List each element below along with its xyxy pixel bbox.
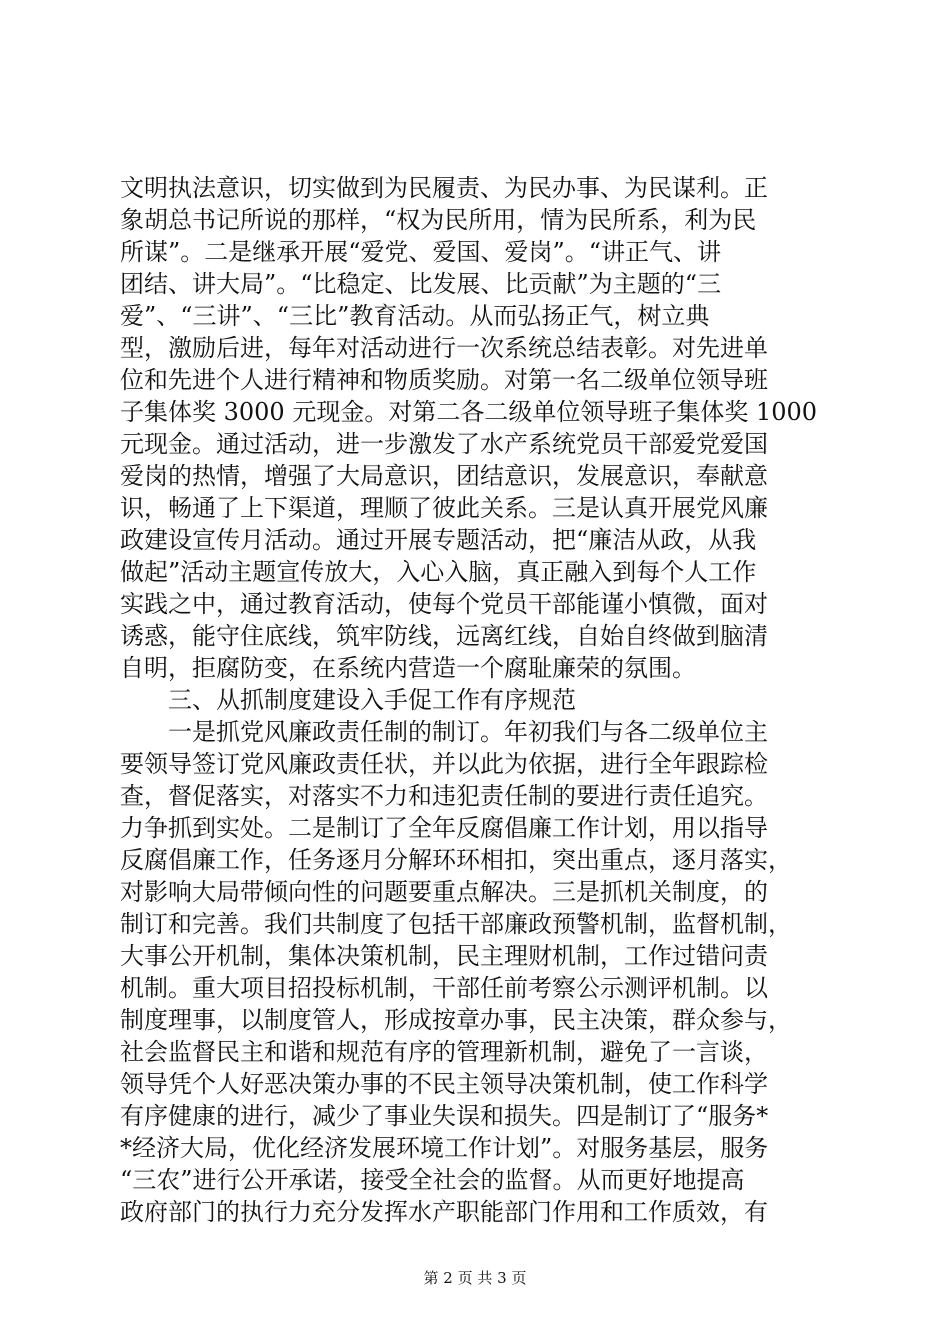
- text-line: 力争抓到实处。二是制订了全年反腐倡廉工作计划，用以指导: [120, 814, 768, 842]
- text-line: 领导凭个人好恶决策办事的不民主领导决策机制，使工作科学: [120, 1070, 768, 1098]
- text-line: 文明执法意识，切实做到为民履责、为民办事、为民谋利。正: [120, 174, 768, 202]
- text-line: 识，畅通了上下渠道，理顺了彼此关系。三是认真开展党风廉: [120, 494, 768, 522]
- text-line: 实践之中，通过教育活动，使每个党员干部能谨小慎微，面对: [120, 590, 768, 618]
- text-line: 大事公开机制，集体决策机制，民主理财机制，工作过错问责: [120, 942, 768, 970]
- text-line: 爱”、“三讲”、“三比”教育活动。从而弘扬正气，树立典: [120, 302, 710, 330]
- body-text: [120, 172, 832, 1228]
- text-line: 查，督促落实，对落实不力和违犯责任制的要进行责任追究。: [120, 782, 768, 810]
- text-line: 象胡总书记所说的那样，“权为民所用，情为民所系，利为民: [120, 206, 757, 234]
- text-line: 政府部门的执行力充分发挥水产职能部门作用和工作质效，有: [120, 1198, 768, 1226]
- text-line: 反腐倡廉工作，任务逐月分解环环相扣，突出重点，逐月落实，: [120, 846, 792, 874]
- text-line: 子集体奖 3000 元现金。对第二各二级单位领导班子集体奖 1000: [120, 398, 818, 426]
- text-line: 制度理事，以制度管人，形成按章办事，民主决策，群众参与，: [120, 1006, 792, 1034]
- text-line: 元现金。通过活动，进一步激发了水产系统党员干部爱党爱国: [120, 430, 768, 458]
- page-number-footer: 第 2 页 共 3 页: [423, 1269, 527, 1287]
- text-line: 有序健康的进行，减少了事业失误和损失。四是制订了“服务*: [120, 1102, 769, 1130]
- text-line: 制订和完善。我们共制度了包括干部廉政预警机制，监督机制，: [120, 910, 792, 938]
- text-line: “三农”进行公开承诺，接受全社会的监督。从而更好地提高: [120, 1166, 745, 1194]
- text-line: 自明，拒腐防变，在系统内营造一个腐耻廉荣的氛围。: [120, 654, 696, 682]
- text-line: 要领导签订党风廉政责任状，并以此为依据，进行全年跟踪检: [120, 750, 768, 778]
- text-line: 一是抓党风廉政责任制的制订。年初我们与各二级单位主: [120, 718, 768, 746]
- section-heading: 三、从抓制度建设入手促工作有序规范: [120, 686, 576, 714]
- text-line: 爱岗的热情，增强了大局意识，团结意识，发展意识，奉献意: [120, 462, 768, 490]
- text-line: 社会监督民主和谐和规范有序的管理新机制，避免了一言谈，: [120, 1038, 768, 1066]
- text-line: *经济大局，优化经济发展环境工作计划”。对服务基层，服务: [120, 1134, 769, 1162]
- text-line: 做起”活动主题宣传放大，入心入脑，真正融入到每个人工作: [120, 558, 757, 586]
- text-line: 团结、讲大局”。“比稳定、比发展、比贡献”为主题的“三: [120, 270, 722, 298]
- text-line: 机制。重大项目招投标机制，干部任前考察公示测评机制。以: [120, 974, 768, 1002]
- text-line: 诱惑，能守住底线，筑牢防线，远离红线，自始自终做到脑清: [120, 622, 768, 650]
- text-line: 位和先进个人进行精神和物质奖励。对第一名二级单位领导班: [120, 366, 768, 394]
- text-line: 所谋”。二是继承开展“爱党、爱国、爱岗”。“讲正气、讲: [120, 238, 722, 266]
- text-line: 对影响大局带倾向性的问题要重点解决。三是抓机关制度，的: [120, 878, 768, 906]
- text-line: 政建设宣传月活动。通过开展专题活动，把“廉洁从政，从我: [120, 526, 757, 554]
- text-line: 型，激励后进，每年对活动进行一次系统总结表彰。对先进单: [120, 334, 768, 362]
